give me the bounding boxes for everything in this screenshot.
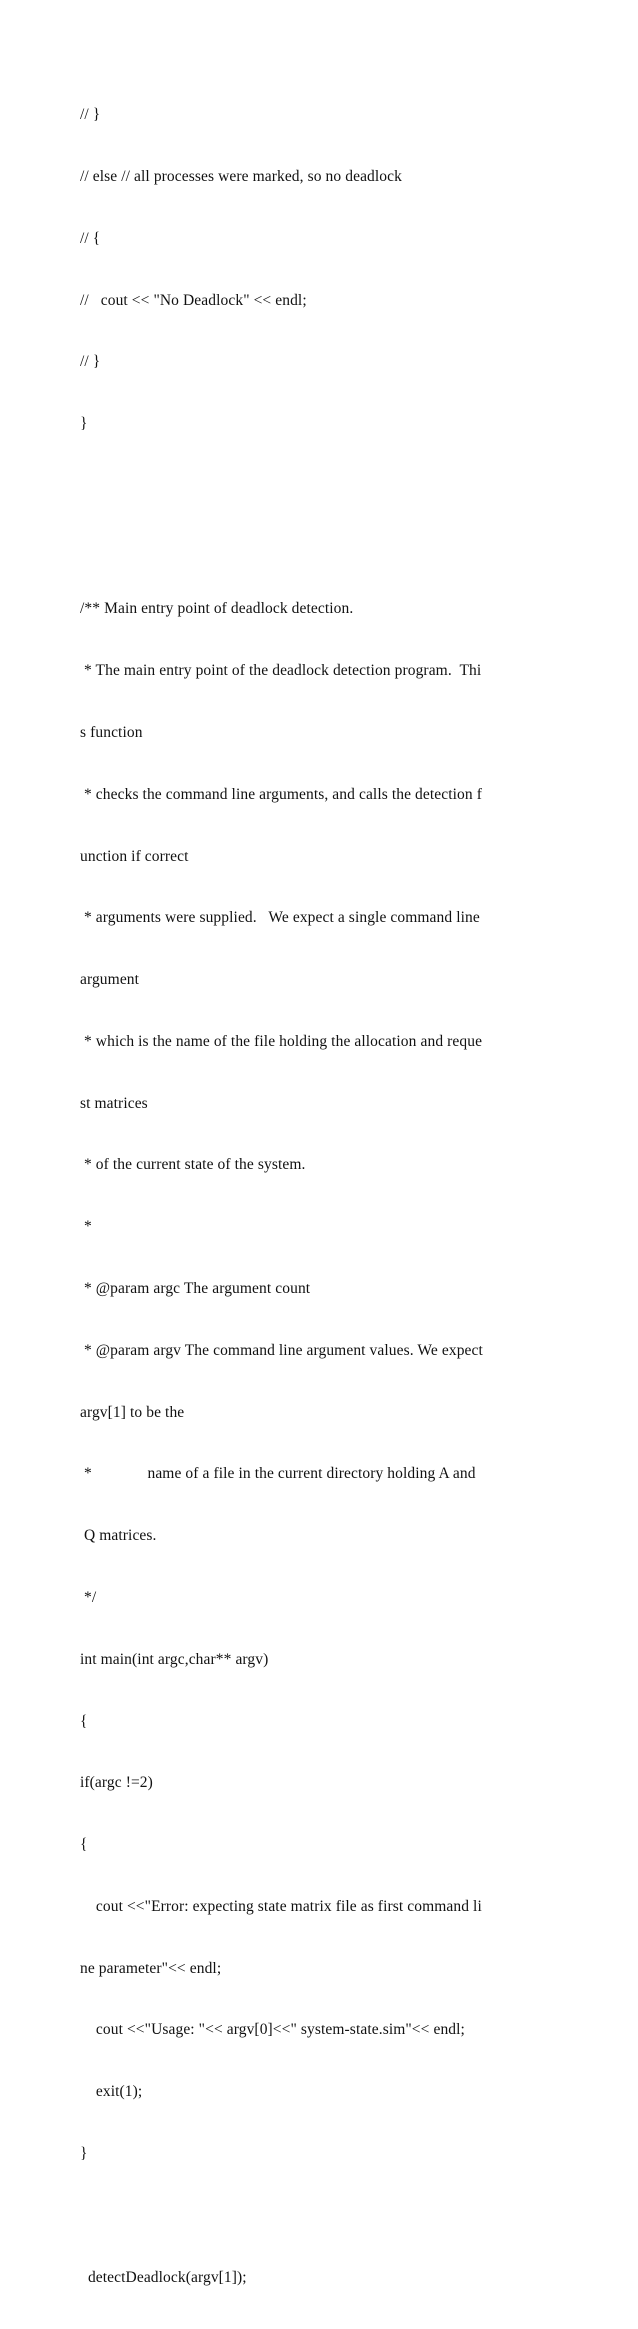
code-line: argv[1] to be the — [80, 1403, 185, 1421]
code-line: cout <<"Error: expecting state matrix file as first command li — [80, 1897, 482, 1915]
code-line: ne parameter"<< endl; — [80, 1959, 222, 1977]
code-line — [80, 2206, 560, 2227]
code-line: detectDeadlock(argv[1]); — [80, 2268, 247, 2286]
code-line: st matrices — [80, 1094, 148, 1112]
code-line: // } — [80, 106, 101, 124]
code-line: // cout << "No Deadlock" << endl; — [80, 291, 307, 309]
code-line: // } — [80, 353, 101, 371]
code-line — [80, 538, 560, 559]
code-line: int main(int argc,char** argv) — [80, 1650, 269, 1668]
code-line: s function — [80, 724, 143, 741]
code-line: /** Main entry point of deadlock detection. — [80, 600, 354, 618]
code-line: * @param argc The argument count — [80, 1280, 311, 1298]
code-line: } — [80, 415, 88, 433]
code-line: unction if correct — [80, 847, 189, 865]
code-line: // else // all processes were marked, so no deadlock — [80, 167, 402, 185]
code-line: Q matrices. — [80, 1527, 157, 1545]
code-line: * checks the command line arguments, and calls the detection f — [80, 785, 482, 803]
code-line: * name of a file in the current directory holding A and — [80, 1465, 476, 1483]
code-line: } — [80, 2144, 88, 2162]
code-line: { — [80, 1712, 88, 1730]
code-line: * which is the name of the file holding the allocation and reque — [80, 1032, 483, 1050]
code-line: */ — [80, 1588, 97, 1606]
code-line: * arguments were supplied. We expect a single command line — [80, 909, 480, 927]
code-line: cout <<"Usage: "<< argv[0]<<" system-state.sim"<< endl; — [80, 2021, 465, 2039]
code-line: * @param argv The command line argument values. We expect — [80, 1341, 483, 1359]
code-line: * of the current state of the system. — [80, 1156, 306, 1174]
code-listing — [80, 64, 560, 2329]
code-line: argument — [80, 971, 140, 989]
code-line: if(argc !=2) — [80, 1774, 153, 1792]
code-line — [80, 476, 560, 497]
code-line: // { — [80, 229, 101, 247]
code-line: { — [80, 1836, 88, 1854]
code-line: * The main entry point of the deadlock detection program. Thi — [80, 662, 482, 680]
code-line: * — [80, 1218, 92, 1236]
code-line: exit(1); — [80, 2083, 143, 2101]
